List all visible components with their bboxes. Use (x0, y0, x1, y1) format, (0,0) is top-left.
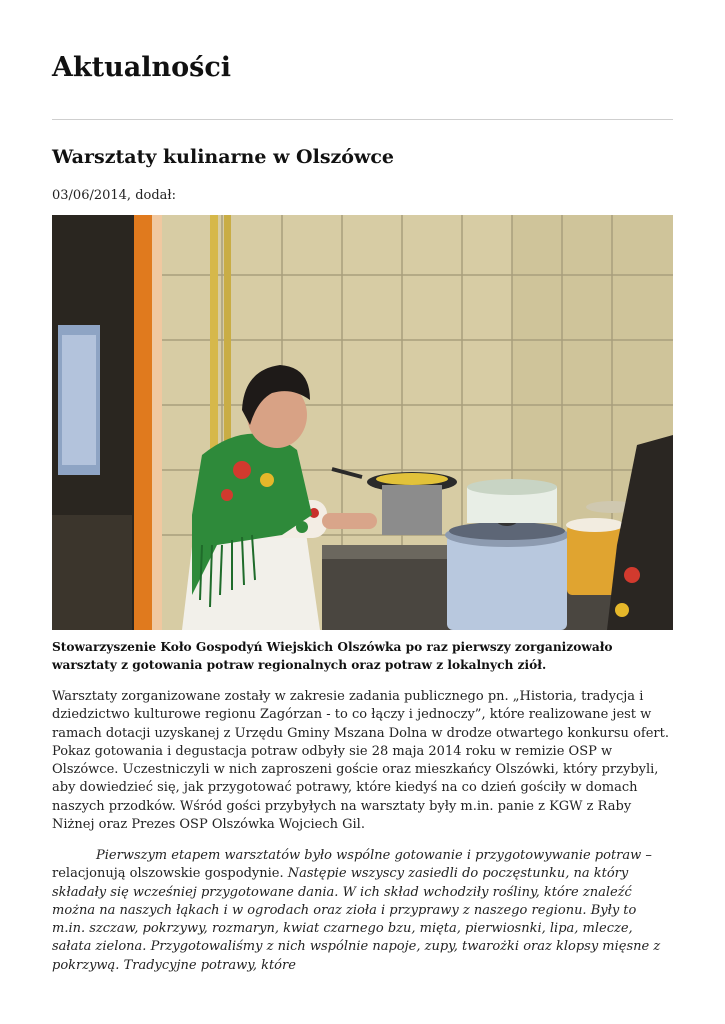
article-lead: Stowarzyszenie Koło Gospodyń Wiejskich Olszówka po raz pierwszy zorganizowało warsztaty z gotowania potraw regionalnych oraz potraw z lokalnych ziół. (52, 640, 613, 672)
article-paragraph-1: Warsztaty zorganizowane zostały w zakresie zadania publicznego pn. „Historia, tradycja i dziedzictwo kulturowe regionu Zagórzan - to co łączy i jednoczy”, które realizowane jest w ramach dotacji uzyskanej z Urzędu Gminy Mszana Dolna w drodze otwartego konkursu ofert. Pokaz gotowania i degustacja potraw odbyły sie 28 maja 2014 roku w remizie OSP w Olszówce. Uczestniczyli w nich zaproszeni goście oraz mieszkańcy Olszówki, który przybyli, aby dowiedzieć się, jak przygotować potrawy, które kiedyś na co dzień gościły w domach naszych przodków. Wśród gości przybyłych na warsztaty były m.in. panie z KGW z Raby Niżnej oraz Prezes OSP Olszówka Wojciech Gil. (52, 689, 669, 833)
paragraph-2-part-1: Pierwszym etapem warsztatów było wspólne gotowanie i przygotowywanie potraw – (96, 848, 652, 863)
article-paragraph-2 (52, 847, 673, 975)
paragraph-2-part-3: Następie wszyscy zasiedli do poczęstunku, na który składały się wcześniej przygotowane dania. W ich skład wchodziły rośliny, które znaleźć można na naszych łąkach i w ogrodach oraz zioła i przyprawy z naszego regionu. Były to m.in. szczaw, pokrzywy, rozmaryn, kwiat czarnego bzu, mięta, pierwiosnki, lipa, mlecze, sałata zielona. Przygotowaliśmy z nich wspólnie napoje, zupy, twarożki oraz klopsy mięsne z pokrzywą. Tradycyjne potrawy, które (52, 866, 661, 973)
article-meta: 03/06/2014, dodał: (52, 188, 177, 203)
paragraph-2-part-2: relacjonują olszowskie gospodynie. (52, 866, 284, 882)
article-title[interactable]: Warsztaty kulinarne w Olszówce (52, 146, 394, 168)
section-title: Aktualności (52, 52, 232, 83)
divider (52, 119, 673, 120)
article-photo (52, 215, 673, 630)
